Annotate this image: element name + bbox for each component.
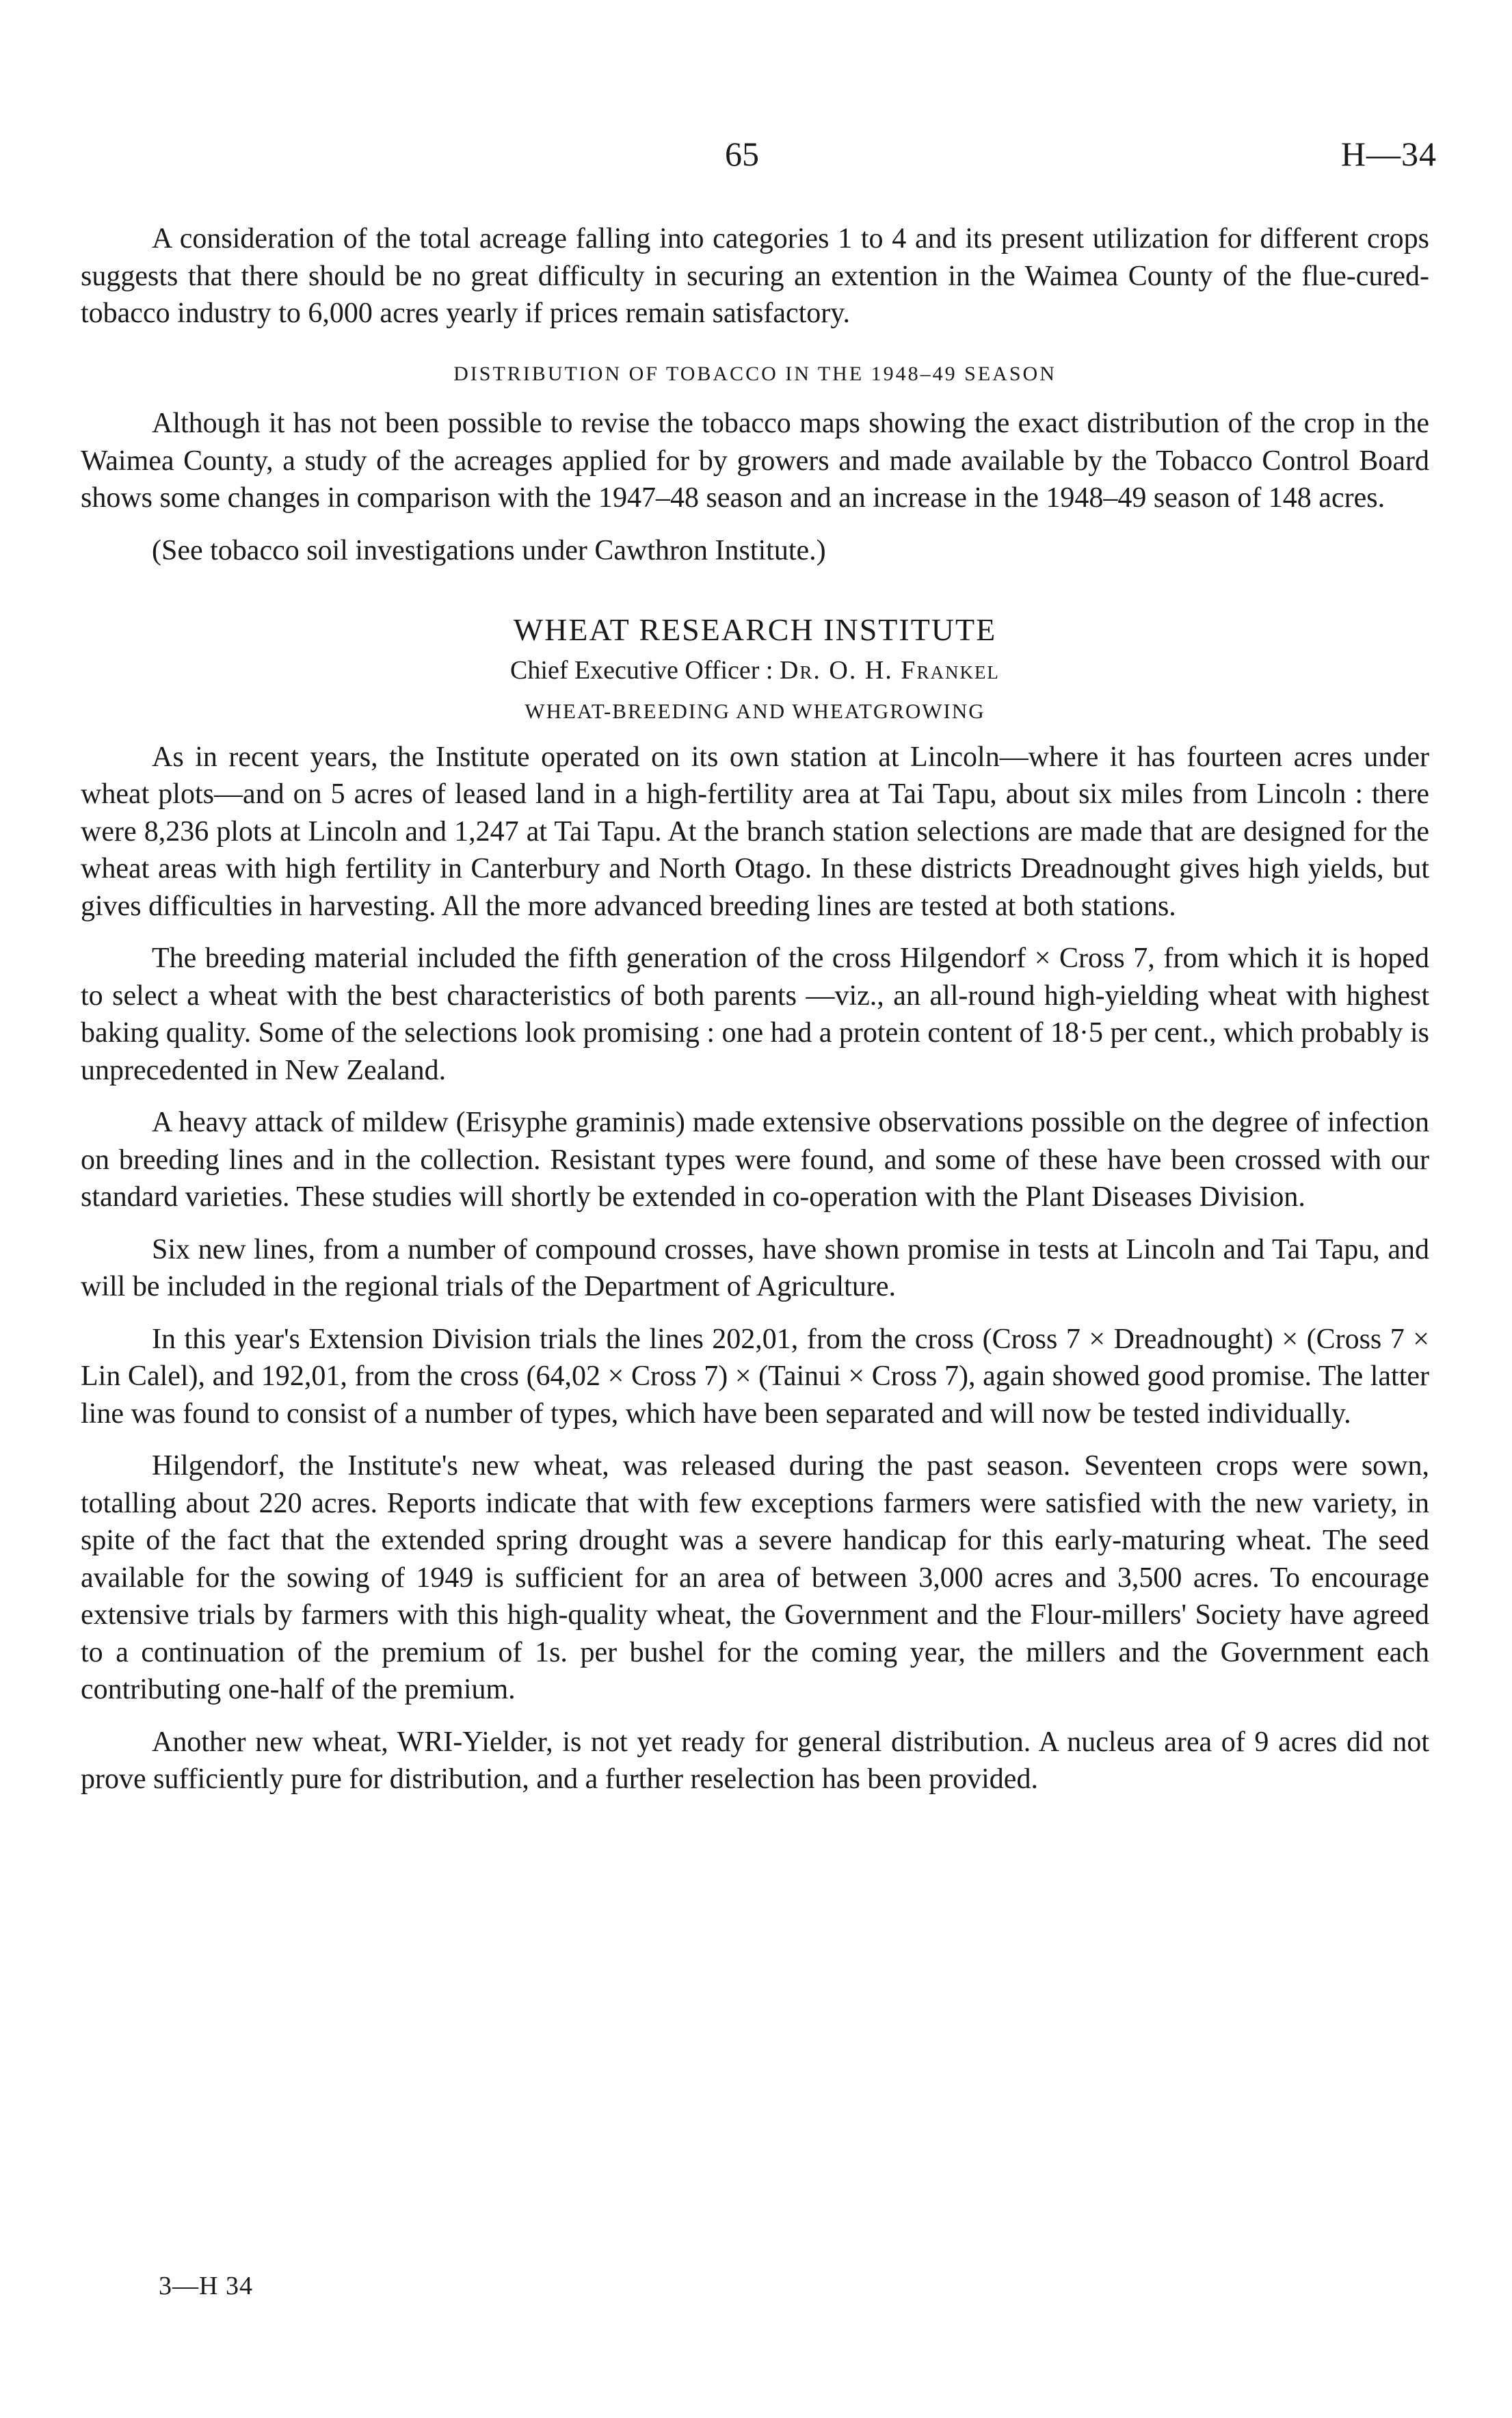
body-paragraph: The breeding material included the fifth generation of the cross Hilgendorf × Cross 7, from which it is hoped to select a wheat with the best characteristics of both parents —viz., an all-round high-yielding wheat with highest baking quality. Some of the selections look promising : one had a protein content of 18·5 per cent., which probably is unprecedented in New Zealand. — [81, 943, 1430, 1086]
body-paragraph: As in recent years, the Institute operated on its own station at Lincoln—where it has fourteen acres under wheat plots—and on 5 acres of leased land in a high-fertility area at Tai Tapu, about six miles from Lincoln : there were 8,236 plots at Lincoln and 1,247 at Tai Tapu. At the branch station selections are made that are designed for the wheat areas with high fertility in Canterbury and North Otago. In these districts Dreadnought gives high yields, but gives difficulties in harvesting. All the more advanced breeding lines are tested at both stations. — [81, 741, 1429, 922]
officer-name: Dr. O. H. Frankel — [779, 655, 1000, 685]
tobacco-reference-note: (See tobacco soil investigations under Cawthron Institute.) — [152, 534, 826, 566]
body-paragraph: In this year's Extension Division trials the lines 202,01, from the cross (Cross 7 × Dreadnought) × (Cross 7 × Lin Calel), and 192,01, from the cross (64,02 × Cross 7) × (Tainui × Cross 7), again showed good promise. The latter line was found to consist of a number of types, which have been separated and will now be tested individually. — [81, 1323, 1429, 1430]
document-reference: H—34 — [1340, 135, 1437, 173]
subsection-heading: WHEAT-BREEDING AND WHEATGROWING — [525, 699, 985, 723]
signature-mark: 3—H 34 — [159, 2272, 253, 2300]
intro-paragraph: A consideration of the total acreage falling into categories 1 to 4 and its present utilization for different crops suggests that there should be no great difficulty in securing an extention in the Waimea County of the flue-cured-tobacco industry to 6,000 acres yearly if prices remain satisfactory. — [81, 223, 1429, 329]
tobacco-paragraph: Although it has not been possible to revise the tobacco maps showing the exact distribution of the crop in the Waimea County, a study of the acreages applied for by growers and made available by the Tobacco Control Board shows some changes in comparison with the 1947–48 season and an increase in the 1948–49 season of 148 acres. — [81, 408, 1429, 514]
body-paragraph: Another new wheat, WRI-Yielder, is not yet ready for general distribution. A nucleus area of 9 acres did not prove sufficiently pure for distribution, and a further reselection has been provided. — [81, 1726, 1429, 1795]
tobacco-distribution-heading: DISTRIBUTION OF TOBACCO IN THE 1948–49 SEASON — [453, 362, 1057, 385]
body-paragraph: Six new lines, from a number of compound crosses, have shown promise in tests at Lincoln and Tai Tapu, and will be included in the regional trials of the Department of Agriculture. — [81, 1233, 1429, 1302]
page-number: 65 — [725, 135, 759, 173]
officer-line — [81, 652, 1429, 689]
page-body — [81, 220, 1429, 1813]
section-title: WHEAT RESEARCH INSTITUTE — [513, 612, 997, 647]
body-paragraph: Hilgendorf, the Institute's new wheat, was released during the past season. Seventeen crops were sown, totalling about 220 acres. Reports indicate that with few exceptions farmers were satisfied with the new variety, in spite of the fact that the extended spring drought was a severe handicap for this early-maturing wheat. The seed available for the sowing of 1949 is sufficient for an area of between 3,000 acres and 3,500 acres. To encourage extensive trials by farmers with this high-quality wheat, the Government and the Flour-millers' Society have agreed to a continuation of the premium of 1s. per bushel for the coming year, the millers and the Government each contributing one-half of the premium. — [81, 1450, 1429, 1705]
body-paragraph: A heavy attack of mildew (Erisyphe graminis) made extensive observations possible on the degree of infection on breeding lines and in the collection. Resistant types were found, and some of these have been crossed with our standard varieties. These studies will shortly be extended in co-operation with the Plant Diseases Division. — [81, 1107, 1429, 1213]
officer-label: Chief Executive Officer : — [510, 655, 773, 685]
